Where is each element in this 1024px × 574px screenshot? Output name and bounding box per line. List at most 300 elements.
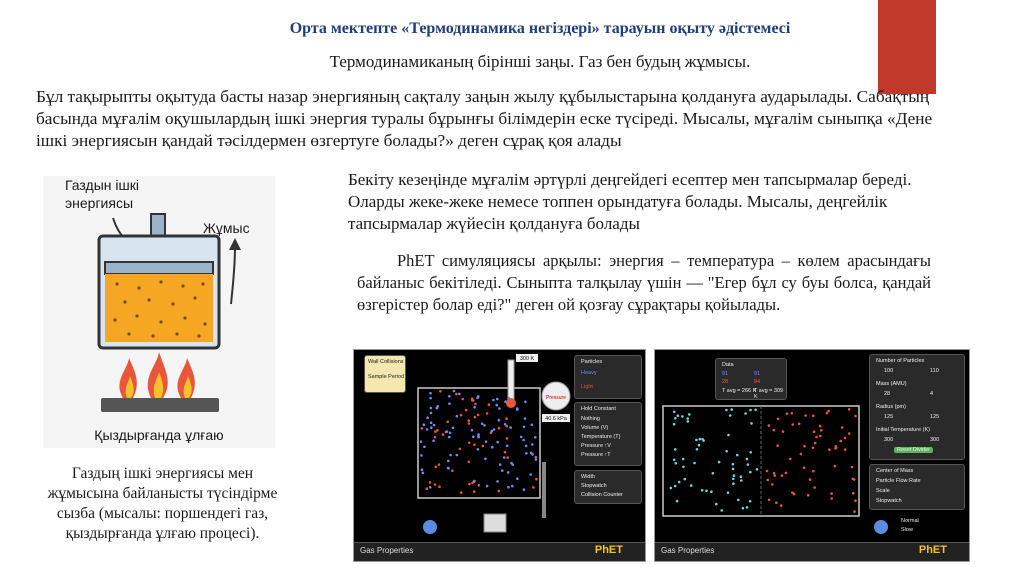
particle: [505, 417, 508, 420]
thermometer: [508, 360, 514, 402]
particle: [693, 462, 696, 465]
particle: [749, 471, 752, 474]
particle: [516, 408, 519, 411]
option-volume[interactable]: Volume (V): [581, 425, 609, 431]
particle: [498, 419, 501, 422]
value-temp-left[interactable]: 300: [884, 437, 894, 443]
pressure-readout: 40.6 kPa: [545, 416, 567, 422]
particle: [468, 422, 471, 425]
particle: [459, 448, 462, 451]
particle: [504, 451, 507, 454]
particle: [447, 467, 450, 470]
field-number-of-particles: Number of Particles: [876, 358, 925, 364]
particle: [429, 392, 432, 395]
particle: [473, 443, 476, 446]
piston-diagram: [43, 176, 275, 448]
particle: [785, 472, 788, 475]
sim1-app-name: Gas Properties: [360, 546, 414, 555]
particle: [820, 429, 823, 432]
particle: [477, 436, 480, 439]
temp-left: T avg = 266 K: [722, 388, 757, 394]
particle: [749, 409, 752, 412]
particle: [531, 424, 534, 427]
particle: [473, 406, 476, 409]
particle: [506, 437, 509, 440]
particle: [426, 487, 429, 490]
particle: [496, 441, 499, 444]
particle: [740, 479, 743, 482]
particle: [781, 474, 784, 477]
particle: [695, 439, 698, 442]
particle: [477, 448, 480, 451]
particle: [446, 430, 449, 433]
particle: [688, 413, 691, 416]
value-mass-left[interactable]: 28: [884, 391, 891, 397]
speed-normal[interactable]: Normal: [901, 518, 919, 524]
phet-logo-2[interactable]: [919, 544, 947, 556]
particle: [766, 479, 769, 482]
particle: [460, 414, 463, 417]
particle: [699, 438, 702, 441]
particle: [844, 437, 847, 440]
particle: [766, 470, 769, 473]
page-title: Орта мектепте «Термодинамика негіздері» тарауын оқыту әдістемесі: [289, 20, 791, 37]
particle: [786, 412, 789, 415]
particle: [534, 436, 537, 439]
particle: [433, 424, 436, 427]
particle: [674, 485, 677, 488]
particle: [727, 491, 730, 494]
particle: [495, 404, 498, 407]
piston-illustration: [43, 176, 275, 448]
particles-panel: [574, 355, 642, 399]
readout-left-blue: 91: [722, 371, 729, 377]
speed-slow[interactable]: Slow: [901, 527, 913, 533]
particle: [524, 401, 527, 404]
phet-logo[interactable]: [595, 544, 623, 556]
particle: [690, 484, 693, 487]
particle: [809, 478, 812, 481]
field-radius: Radius (pm): [876, 404, 906, 410]
particle: [826, 412, 829, 415]
readout-right-red: 84: [754, 379, 761, 385]
particle: [773, 429, 776, 432]
particle: [673, 411, 676, 414]
particle: [511, 485, 514, 488]
particle: [429, 486, 432, 489]
particle: [484, 458, 487, 461]
particle: [853, 510, 856, 513]
options-panel: [869, 464, 965, 510]
particle: [471, 398, 474, 401]
particle: [746, 458, 749, 461]
value-mass-right[interactable]: 4: [930, 391, 934, 397]
particle: [848, 432, 851, 435]
particle: [530, 452, 533, 455]
particle: [436, 405, 439, 408]
particle: [773, 472, 776, 475]
check-particle-flow-rate[interactable]: Particle Flow Rate: [876, 478, 921, 484]
particle: [430, 426, 433, 429]
particle: [675, 462, 678, 465]
play-pause-button-2[interactable]: [874, 520, 888, 534]
particle: [420, 454, 423, 457]
particle: [684, 478, 687, 481]
particle: [492, 399, 495, 402]
work-arrow: [231, 246, 235, 304]
readout-left-red: 28: [722, 379, 729, 385]
settings-panel: [869, 354, 965, 460]
particle: [854, 415, 857, 418]
particle: [768, 424, 771, 427]
sim1-particles: [420, 390, 538, 494]
particle: [436, 429, 439, 432]
option-temperature[interactable]: Temperature (T): [581, 434, 621, 440]
flame-icon: [119, 352, 194, 398]
particle: [676, 500, 679, 503]
particle: [485, 440, 488, 443]
particle: [471, 482, 474, 485]
particle: [420, 440, 423, 443]
sim2-navbar: [655, 542, 969, 561]
particle: [482, 445, 485, 448]
light-label: Light: [581, 384, 593, 390]
particle: [523, 426, 526, 429]
particle: [815, 436, 818, 439]
burner: [101, 398, 219, 412]
diagram-label-work: Жұмыс: [203, 220, 250, 236]
particle: [535, 456, 538, 459]
tools-panel: [574, 470, 642, 504]
particle: [506, 445, 509, 448]
particle: [673, 423, 676, 426]
particle: [812, 415, 815, 418]
particle: [446, 421, 449, 424]
particle: [458, 393, 461, 396]
particle: [725, 409, 728, 412]
particle: [696, 448, 699, 451]
particle: [486, 485, 489, 488]
particle: [477, 433, 480, 436]
particle: [426, 416, 429, 419]
particle: [677, 414, 680, 417]
sim1-navbar: [354, 542, 645, 561]
particle: [710, 490, 713, 493]
particle: [520, 436, 523, 439]
particle: [456, 415, 459, 418]
particle: [522, 439, 525, 442]
check-stopwatch[interactable]: Stopwatch: [581, 483, 607, 489]
particle: [468, 461, 471, 464]
particle: [754, 409, 757, 412]
particle: [732, 478, 735, 481]
particle: [421, 427, 424, 430]
check-collision-counter[interactable]: Collision Counter: [581, 492, 623, 498]
particle: [828, 448, 831, 451]
value-radius-right[interactable]: 125: [930, 414, 940, 420]
particle: [673, 459, 676, 462]
particle: [468, 442, 471, 445]
particle: [430, 421, 433, 424]
particle: [496, 398, 499, 401]
play-pause-button[interactable]: [423, 520, 437, 534]
particle: [674, 417, 677, 420]
particle: [730, 408, 733, 411]
particle: [744, 412, 747, 415]
pump-handle[interactable]: [542, 462, 546, 518]
particle: [488, 403, 491, 406]
particle: [525, 452, 528, 455]
particle: [510, 462, 513, 465]
particle: [474, 416, 477, 419]
particle: [793, 493, 796, 496]
particle: [777, 418, 780, 421]
particle: [851, 466, 854, 469]
thermo-readout: 300 K: [519, 356, 535, 362]
particle: [504, 423, 507, 426]
particle: [715, 503, 718, 506]
particle: [473, 490, 476, 493]
particle: [678, 481, 681, 484]
particle: [681, 415, 684, 418]
particle: [498, 427, 501, 430]
particle: [524, 417, 527, 420]
particle: [701, 438, 704, 441]
particle: [474, 403, 477, 406]
reset-divider-button[interactable]: Reset Divider: [894, 447, 933, 453]
particle: [800, 453, 803, 456]
particle: [535, 478, 538, 481]
particle: [460, 491, 463, 494]
particle: [854, 499, 857, 502]
particle: [448, 436, 451, 439]
particle: [720, 509, 723, 512]
particle: [438, 463, 441, 466]
particle: [774, 474, 777, 477]
particle: [712, 472, 715, 475]
sample-period-label: Sample Period: [368, 374, 405, 380]
bucket-icon[interactable]: [484, 514, 506, 532]
phet-brand-text-2: PhET: [918, 544, 947, 556]
particle: [789, 458, 792, 461]
particle: [478, 484, 481, 487]
particle: [448, 402, 451, 405]
particle: [456, 454, 459, 457]
particle: [501, 469, 504, 472]
particle: [523, 488, 526, 491]
particle: [432, 439, 435, 442]
decorative-red-bar: [878, 0, 936, 94]
particle: [853, 478, 856, 481]
intro-paragraph: Бұл тақырыпты оқытуда басты назар энергияның сақталу заңын жылу құбылыстарына қолдануға аударылады. Сабақтың басында мұғалім оқушылардың ішкі энергия туралы бұрынғы білімдерін еске түсіреді. Мысалы, мұғалім сыныпқа «Дене ішкі энергиясын қандай тәсілдермен өзгертуге болады?» деген сұрақ қоя алады: [36, 87, 933, 150]
particle: [429, 481, 432, 484]
particle: [461, 398, 464, 401]
particle: [421, 468, 424, 471]
particle: [449, 432, 452, 435]
hold-constant-title: Hold Constant: [581, 406, 616, 412]
value-particles-left[interactable]: 100: [884, 368, 894, 374]
particle: [747, 463, 750, 466]
particle: [531, 443, 534, 446]
readout-right-blue: 91: [754, 371, 761, 377]
particle: [768, 499, 771, 502]
particle: [682, 458, 685, 461]
particle: [740, 475, 743, 478]
particle: [827, 410, 830, 413]
value-temp-right[interactable]: 300: [930, 437, 940, 443]
check-center-of-mass[interactable]: Center of Mass: [876, 468, 914, 474]
particle: [670, 487, 673, 490]
particle: [701, 489, 704, 492]
particle: [434, 436, 437, 439]
particle: [472, 435, 475, 438]
particle: [674, 448, 677, 451]
sim2-particles: [670, 408, 857, 513]
particle: [746, 506, 749, 509]
particle: [493, 428, 496, 431]
particle: [498, 407, 501, 410]
particle: [830, 492, 833, 495]
particle: [516, 477, 519, 480]
particle: [804, 414, 807, 417]
particle: [776, 444, 779, 447]
particle: [471, 429, 474, 432]
temp-right: T avg = 309 K: [754, 388, 784, 400]
option-pressure-t[interactable]: Pressure ↑T: [581, 452, 611, 458]
sim1-container: [418, 388, 540, 498]
consolidation-paragraph: Бекіту кезеңінде мұғалім әртүрлі деңгейдегі есептер мен тапсырмалар береді. Оларды жеке-жеке немесе топпен орындатуға болады. Мысалы, деңгейлік тапсырмалар жүйесін қолдануға болады: [348, 170, 912, 233]
diagram-label-energy-line2: энергиясы: [65, 195, 134, 211]
piston-plate: [105, 262, 213, 274]
sim2-app-name: Gas Properties: [661, 546, 715, 555]
particle: [834, 465, 837, 468]
particle: [509, 426, 512, 429]
particle: [813, 486, 816, 489]
particle: [477, 414, 480, 417]
field-mass: Mass (AMU): [876, 381, 907, 387]
particle: [839, 440, 842, 443]
particle: [750, 422, 753, 425]
check-stopwatch-2[interactable]: Stopwatch: [876, 498, 902, 504]
particle: [727, 434, 730, 437]
particle: [775, 501, 778, 504]
heavy-label: Heavy: [581, 370, 597, 376]
particle: [468, 483, 471, 486]
speed-options: [895, 518, 935, 536]
particle: [742, 507, 745, 510]
particle: [439, 390, 442, 393]
particle: [507, 486, 510, 489]
particle: [491, 430, 494, 433]
particle: [686, 417, 689, 420]
particle: [535, 458, 538, 461]
particle: [476, 396, 479, 399]
particle: [499, 463, 502, 466]
particle: [852, 492, 855, 495]
particle: [732, 482, 735, 485]
particle: [819, 425, 822, 428]
particle: [687, 420, 690, 423]
particle: [705, 490, 708, 493]
particle: [483, 424, 486, 427]
particle: [718, 461, 721, 464]
particle: [749, 500, 752, 503]
particle: [435, 466, 438, 469]
wall-collisions-label: Wall Collisions: [368, 359, 404, 365]
page-subtitle: Термодинамиканың бірінші заңы. Газ бен будың жұмысы.: [329, 52, 751, 71]
particle: [452, 426, 455, 429]
particle: [812, 470, 815, 473]
option-nothing[interactable]: Nothing: [581, 416, 600, 422]
hold-constant-panel: [574, 402, 642, 466]
particle: [430, 407, 433, 410]
particle: [814, 442, 817, 445]
gas-fill: [105, 274, 213, 342]
particle: [756, 468, 759, 471]
particle: [682, 466, 685, 469]
particle: [481, 422, 484, 425]
particle: [506, 456, 509, 459]
particle: [782, 430, 785, 433]
particle: [780, 504, 783, 507]
particle: [422, 472, 425, 475]
particle: [525, 445, 528, 448]
particle: [737, 499, 740, 502]
particle: [848, 408, 851, 411]
particle: [438, 485, 441, 488]
check-scale[interactable]: Scale: [876, 488, 890, 494]
particle: [698, 444, 701, 447]
particle: [453, 390, 456, 393]
particle: [725, 450, 728, 453]
particle: [426, 428, 429, 431]
particle: [749, 451, 752, 454]
particle: [733, 474, 736, 477]
particle: [423, 423, 426, 426]
value-radius-left[interactable]: 125: [884, 414, 894, 420]
particle: [844, 448, 847, 451]
particle: [830, 497, 833, 500]
particle: [486, 412, 489, 415]
value-particles-right[interactable]: 110: [930, 368, 939, 374]
particle: [507, 471, 510, 474]
particle: [448, 395, 451, 398]
particle: [449, 454, 452, 457]
particle: [504, 400, 507, 403]
particle: [467, 419, 470, 422]
option-pressure-v[interactable]: Pressure ↑V: [581, 443, 611, 449]
particle: [498, 490, 501, 493]
particle: [532, 486, 535, 489]
particle: [455, 393, 458, 396]
phet-sim-screenshot-1: [353, 349, 646, 562]
particle: [835, 445, 838, 448]
particle: [491, 446, 494, 449]
particle: [529, 473, 532, 476]
particle: [732, 468, 735, 471]
particle: [791, 412, 794, 415]
diagram-caption: Газдың ішкі энергиясы мен жұмысына байланысты түсіндірме сызба (мысалы: поршендегі газ, қыздырғанда ұлғаю процесі).: [47, 465, 278, 542]
particle: [465, 409, 468, 412]
particle: [430, 412, 433, 415]
particle: [771, 483, 774, 486]
check-width[interactable]: Width: [581, 474, 596, 480]
particle: [508, 397, 511, 400]
particle: [442, 433, 445, 436]
particle: [791, 423, 794, 426]
particle: [451, 469, 454, 472]
particle: [473, 480, 476, 483]
